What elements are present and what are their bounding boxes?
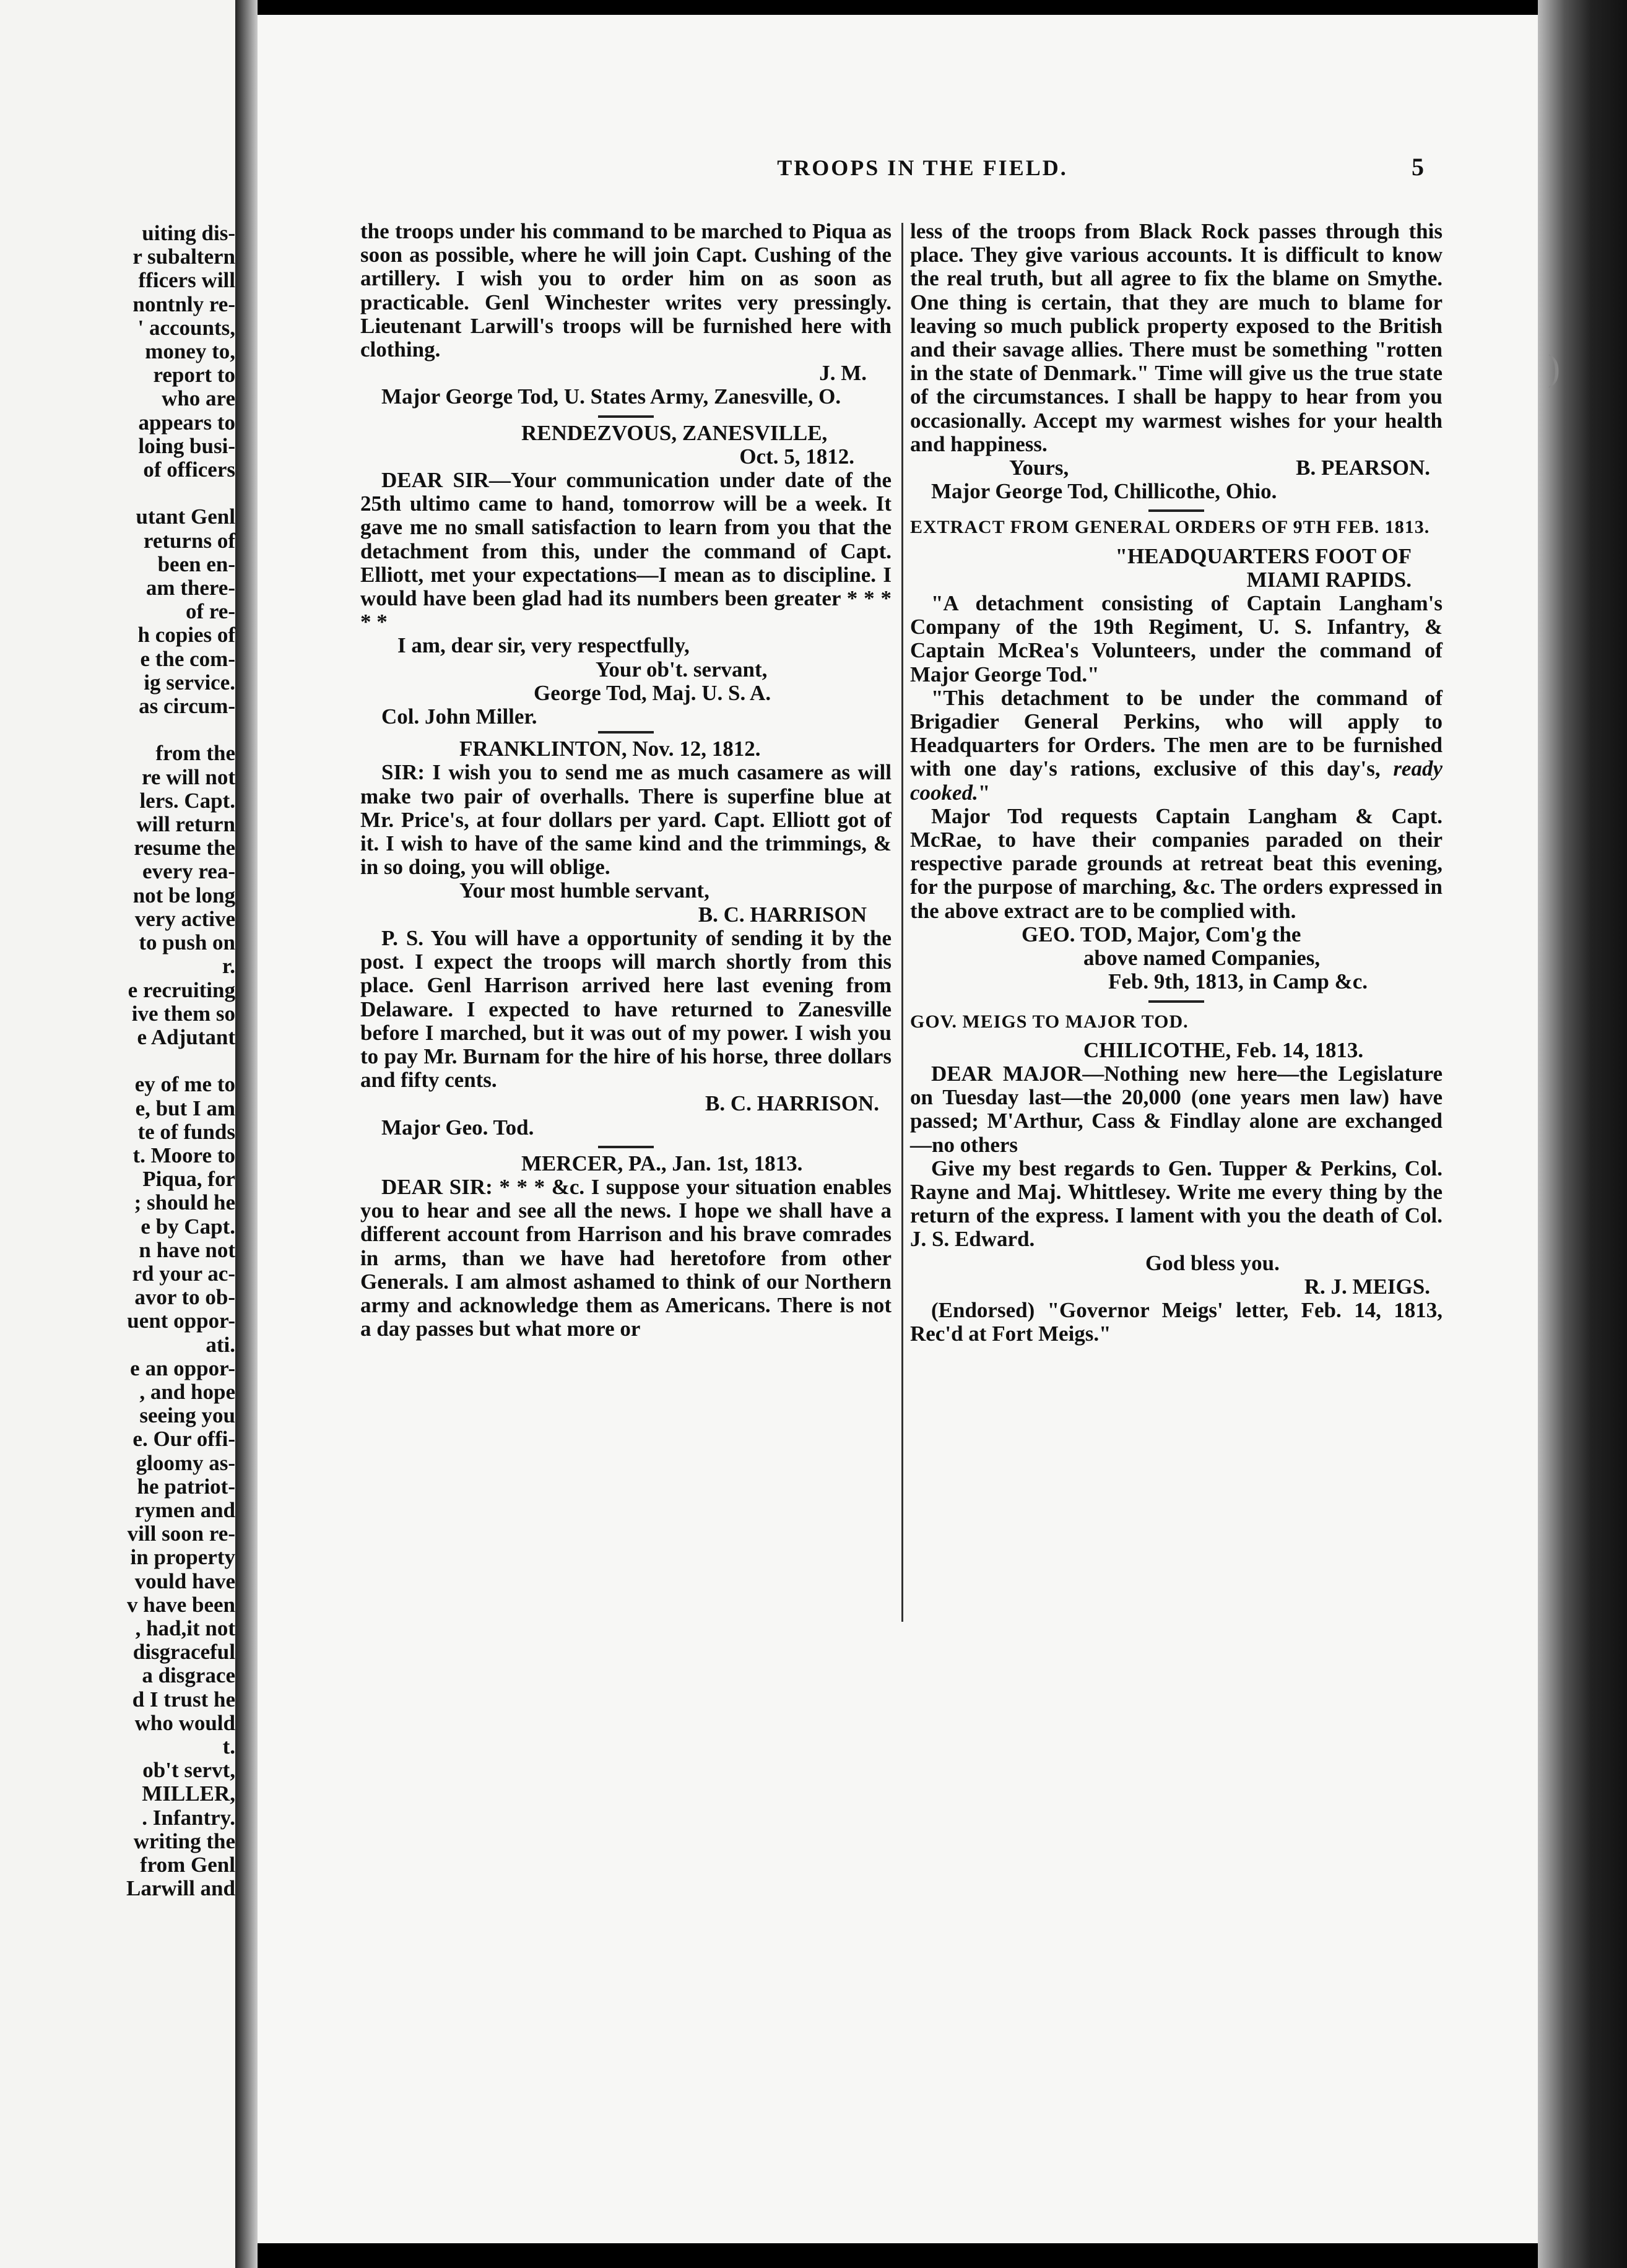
- facing-page-line: [12, 1049, 235, 1073]
- letter-2-addressee: Col. John Miller.: [381, 704, 537, 729]
- column-2: [910, 220, 1443, 1346]
- facing-page-line: ati.: [206, 1332, 235, 1357]
- letter-4-addressee: Major George Tod, Chillicothe, Ohio.: [931, 479, 1277, 504]
- facing-page-line: every rea-: [142, 859, 235, 884]
- facing-page-line: v have been: [127, 1592, 235, 1617]
- facing-page-line: rd your ac-: [132, 1261, 235, 1286]
- facing-page-line: not be long: [132, 883, 235, 907]
- letter-5-signature: R. J. MEIGS.: [1304, 1274, 1430, 1299]
- facing-page-line: rymen and: [134, 1497, 235, 1522]
- facing-page-line: disgraceful: [132, 1640, 235, 1664]
- facing-page-line: will return: [136, 812, 235, 837]
- letter-3-signature: B. C. HARRISON: [698, 902, 867, 927]
- facing-page-line: lers. Capt.: [139, 788, 235, 813]
- facing-page-line: ey of me to: [134, 1072, 235, 1097]
- letter-1-body: the troops under his command to be marched to Piqua as soon as possible, where he will join Capt. Cushing of the artillery. I wish you to order him on as soon as practicable. Genl Winchester writes very pressingly. Lieutenant Larwill's troops will be furnished here with clothing.: [360, 219, 892, 362]
- facing-page-line: money to,: [145, 339, 235, 364]
- letter-1-addressee: Major George Tod, U. States Army, Zanesville, O.: [381, 384, 841, 409]
- facing-page-line: ive them so: [131, 1001, 235, 1026]
- letter-2-signature: George Tod, Maj. U. S. A.: [534, 680, 771, 705]
- page-number: 5: [1412, 153, 1424, 181]
- letter-2-closing-2: Your ob't. servant,: [596, 657, 768, 682]
- separator: [598, 1146, 654, 1148]
- facing-page-line: from the: [155, 741, 235, 766]
- facing-page-line: [12, 482, 235, 505]
- facing-page-line: report to: [153, 363, 235, 387]
- facing-page-line: fficers will: [138, 268, 235, 293]
- facing-page-line: Larwill and: [126, 1876, 235, 1901]
- orders-place-2: MIAMI RAPIDS.: [1246, 567, 1412, 592]
- column-1: [360, 220, 892, 1341]
- book-gutter: [235, 0, 258, 2268]
- orders-para-2-text: "This detachment to be under the command of Brigadier General Perkins, who will apply to Headquarters for Orders. The men are to be furnished with one day's rations, exclusive of this day's,: [910, 685, 1443, 781]
- letter-2-date: Oct. 5, 1812.: [739, 444, 854, 469]
- letter-4-place-date: MERCER, PA., Jan. 1st, 1813.: [521, 1151, 803, 1175]
- facing-page-line: uiting dis-: [142, 221, 235, 245]
- facing-page-line: . Infantry.: [142, 1805, 235, 1830]
- page-edge: [1538, 0, 1627, 2268]
- facing-page-line: h copies of: [137, 623, 235, 647]
- letter-1-signature: J. M.: [819, 361, 867, 386]
- letter-2-place: RENDEZVOUS, ZANESVILLE,: [521, 420, 828, 445]
- orders-para-2-italic: ready cooked.: [910, 756, 1443, 805]
- separator: [1148, 509, 1204, 512]
- facing-page-fragment: [0, 0, 235, 2268]
- letter-2-closing: I am, dear sir, very respectfully,: [397, 633, 690, 658]
- facing-page-line: e. Our offi-: [132, 1427, 235, 1452]
- orders-signature-1: GEO. TOD, Major, Com'g the: [1022, 922, 1301, 946]
- orders-place-1: "HEADQUARTERS FOOT OF: [1115, 543, 1412, 568]
- facing-page-line: as circum-: [139, 694, 235, 719]
- orders-signature-2: above named Companies,: [1083, 946, 1321, 971]
- orders-para-3: Major Tod requests Captain Langham & Capt. McRae, to have their companies paraded on their respective parade grounds at retreat beat this evening, for the purpose of marching, &c. The orders expressed in the above extract are to be complied with.: [910, 803, 1443, 923]
- letter-5-place-date: CHILICOTHE, Feb. 14, 1813.: [1083, 1037, 1364, 1062]
- letter-3-addressee: Major Geo. Tod.: [381, 1115, 534, 1140]
- running-head: TROOPS IN THE FIELD.: [777, 155, 1068, 180]
- orders-heading: EXTRACT FROM GENERAL ORDERS OF 9TH FEB. 1813.: [910, 517, 1430, 538]
- facing-page-line: gloomy as-: [136, 1450, 235, 1475]
- facing-page-line: ig service.: [144, 670, 235, 695]
- facing-page-line: writing the: [133, 1829, 235, 1853]
- facing-page-line: he patriot-: [137, 1474, 235, 1499]
- orders-para-2: [910, 686, 1443, 805]
- facing-page-line: in property: [130, 1545, 235, 1570]
- facing-page-line: appears to: [138, 410, 235, 435]
- facing-page-line: from Genl: [140, 1853, 235, 1877]
- letter-4-body: DEAR SIR: * * * &c. I suppose your situation enables you to hear and see all the news. I hope we shall have a different account from Harrison and his brave comrades in arms, than we have had heretofore from other Generals. I am almost ashamed to think of our Northern army and acknowledge them as Americans. There is not a day passes but what more or: [360, 1174, 892, 1341]
- facing-page-line: resume the: [134, 836, 235, 860]
- letter-3-place-date: FRANKLINTON, Nov. 12, 1812.: [459, 737, 761, 761]
- facing-page-line: , had,it not: [135, 1616, 235, 1640]
- facing-page-line: te of funds: [137, 1119, 235, 1144]
- letter-5-closing: God bless you.: [1145, 1250, 1280, 1275]
- facing-page-line: e the com-: [140, 646, 235, 671]
- facing-page-line: d I trust he: [132, 1687, 235, 1712]
- facing-page-line: ; should he: [134, 1190, 235, 1215]
- facing-page-line: avor to ob-: [134, 1285, 235, 1310]
- orders-para-1: "A detachment consisting of Captain Langham's Company of the 19th Regiment, U. S. Infantry, & Captain McRea's Volunteers, under the command of Major George Tod.": [910, 591, 1443, 686]
- facing-page-line: [12, 718, 235, 742]
- facing-page-line: seeing you: [139, 1403, 235, 1428]
- letter-5-body-1: DEAR MAJOR—Nothing new here—the Legislature on Tuesday last—the 20,000 (one years men law) have passed; M'Arthur, Cass & Findlay alone are exchanged—no others: [910, 1061, 1443, 1157]
- separator: [598, 415, 654, 418]
- facing-page-line: who are: [162, 386, 235, 411]
- letter-4-closing-line: [910, 456, 1443, 480]
- separator: [598, 731, 654, 734]
- facing-page-line: t. Moore to: [132, 1143, 235, 1167]
- facing-page-line: re will not: [141, 764, 235, 789]
- letter-2-body: DEAR SIR—Your communication under date of the 25th ultimo came to hand, tomorrow will be a week. It gave me no small satisfaction to learn from you that the detachment from this, under the command of Capt. Elliott, met your expectations—I mean as to discipline. I would have been glad had its numbers been greater * * * * *: [360, 468, 892, 634]
- letter-4-continued: less of the troops from Black Rock passes through this place. They give various accounts. It is difficult to know the real truth, but all agree to fix the blame on Smythe. One thing is certain, that they are much to blame for leaving so much publick property exposed to the British and their savage allies. There must be something "rotten in the state of Denmark." Time will give us the true state of the circumstances. I shall be happy to hear from you occasionally. Accept my warmest wishes for your health and happiness.: [910, 219, 1443, 456]
- facing-page-line: vill soon re-: [127, 1521, 235, 1546]
- facing-page-line: r subaltern: [132, 245, 235, 269]
- facing-page-line: am there-: [145, 576, 235, 600]
- facing-page-line: to push on: [139, 930, 235, 955]
- facing-page-line: MILLER,: [142, 1781, 235, 1806]
- letter-3-body: SIR: I wish you to send me as much casamere as will make two pair of overhalls. There is superfine blue at Mr. Price's, at four dollars per yard. Capt. Elliott got of it. I wish to have of the same kind and the trimmings, & in so doing, you will oblige.: [360, 760, 892, 880]
- facing-page-line: a disgrace: [142, 1663, 235, 1688]
- letter-3-signature-2: B. C. HARRISON.: [705, 1091, 879, 1116]
- facing-page-line: ' accounts,: [137, 315, 235, 340]
- facing-page-line: utant Genl: [136, 504, 235, 529]
- facing-page-line: loing busi-: [138, 433, 235, 458]
- facing-page-line: vould have: [134, 1569, 235, 1593]
- facing-page-line: returns of: [143, 528, 235, 553]
- letter-5-heading: GOV. MEIGS TO MAJOR TOD.: [910, 1011, 1189, 1032]
- column-rule: [901, 223, 903, 1622]
- facing-page-line: e, but I am: [135, 1096, 235, 1120]
- facing-page-line: , and hope: [139, 1379, 235, 1404]
- facing-page-line: e recruiting: [128, 977, 235, 1002]
- facing-page-text: [12, 222, 235, 1900]
- orders-signature-3: Feb. 9th, 1813, in Camp &c.: [1108, 969, 1368, 994]
- facing-page-line: been en-: [157, 552, 235, 576]
- letter-5-endorsement: (Endorsed) "Governor Meigs' letter, Feb. 14, 1813, Rec'd at Fort Meigs.": [910, 1297, 1443, 1346]
- facing-page-line: Piqua, for: [142, 1167, 235, 1192]
- facing-page-line: who would: [134, 1710, 235, 1735]
- facing-page-line: very active: [134, 906, 235, 931]
- facing-page-line: ob't servt,: [142, 1758, 235, 1783]
- orders-para-2-end: ": [978, 780, 991, 805]
- letter-4-signature: B. PEARSON.: [1296, 456, 1430, 480]
- facing-page-line: r.: [222, 954, 235, 979]
- letter-3-postscript: P. S. You will have a opportunity of sending it by the post. I expect the troops will march shortly from this place. Genl Harrison arrived here last evening from Delaware. I expected to have returned to Zanesville before I marched, but it was out of my power. I wish you to pay Mr. Burnam for the hire of his horse, three dollars and fifty cents.: [360, 925, 892, 1093]
- facing-page-line: n have not: [139, 1237, 235, 1262]
- margin-pencil-mark: ): [1548, 347, 1560, 388]
- letter-3-closing: Your most humble servant,: [459, 878, 709, 903]
- letter-5-body-2: Give my best regards to Gen. Tupper & Perkins, Col. Rayne and Maj. Whittlesey. Write me every thing by the return of the express. I lament with you the death of Col. J. S. Edward.: [910, 1156, 1443, 1252]
- facing-page-line: of officers: [143, 457, 235, 482]
- facing-page-line: t.: [222, 1734, 235, 1759]
- facing-page-line: uent oppor-: [127, 1309, 235, 1333]
- facing-page-line: nontnly re-: [132, 292, 235, 316]
- letter-4-closing: Yours,: [1009, 456, 1069, 480]
- facing-page-line: of re-: [186, 599, 235, 624]
- facing-page-line: e Adjutant: [137, 1024, 235, 1049]
- facing-page-line: e an oppor-: [130, 1356, 235, 1380]
- facing-page-line: e by Capt.: [141, 1214, 235, 1239]
- separator: [1148, 1000, 1204, 1003]
